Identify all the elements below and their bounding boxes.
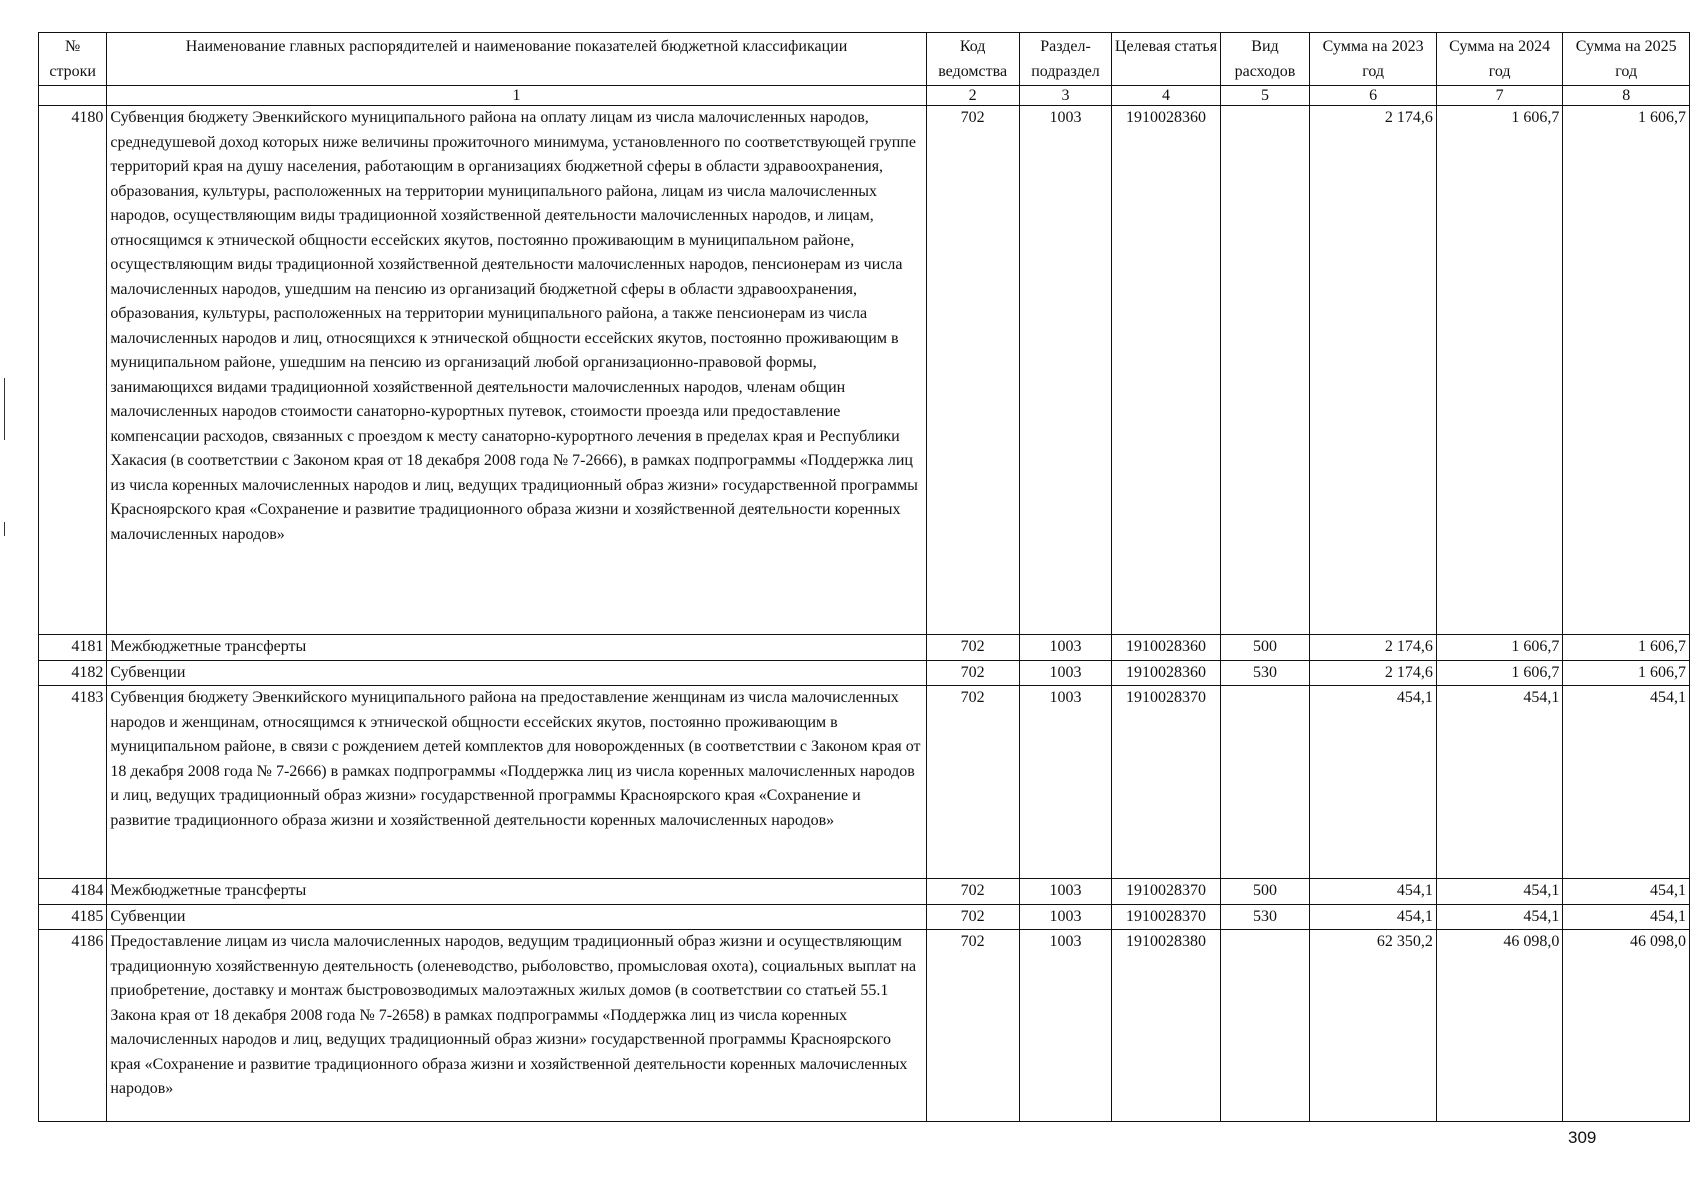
table-row — [39, 904, 1690, 930]
header-row-no: № строки — [39, 33, 107, 86]
header-sum-2025: Сумма на 2025 год — [1563, 33, 1690, 86]
row-dept-code: 702 — [926, 904, 1019, 930]
row-target-code: 1910028370 — [1112, 686, 1220, 879]
header-target: Целевая статья — [1112, 33, 1220, 86]
row-section-code: 1003 — [1019, 660, 1112, 686]
row-section-code: 1003 — [1019, 904, 1112, 930]
row-sum-2024: 1 606,7 — [1436, 635, 1563, 661]
row-name: Субвенция бюджету Эвенкийского муниципального района на оплату лицам из числа малочисленных народов, среднедушевой доход которых ниже величины прожиточного минимума, установленного по соответствующей группе территорий края на душу населения, работающим в организациях бюджетной сферы в области здравоохранения, образования, культуры, расположенных на территории муниципального района, лицам из числа малочисленных народов, осуществляющим виды традиционной хозяйственной деятельности малочисленных народов, и лицам, относящимся к этнической общности ессейских якутов, постоянно проживающим в муниципальном районе, осуществляющим виды традиционной хозяйственной деятельности малочисленных народов, пенсионерам из числа малочисленных народов, ушедшим на пенсию из организаций бюджетной сферы в области здравоохранения, образования, культуры, расположенных на территории муниципального района, а также пенсионерам из числа малочисленных народов и лиц, относящихся к этнической общности ессейских якутов, постоянно проживающим в муниципальном районе, ушедшим на пенсию из организаций любой организационно-правовой формы, занимающихся видами традиционной хозяйственной деятельности малочисленных народов, членам общин малочисленных народов стоимости санаторно-курортных путевок, стоимости проезда или предоставление компенсации расходов, связанных с проездом к месту санаторно-курортного лечения в пределах края и Республики Хакасия (в соответствии с Законом края от 18 декабря 2008 года № 7-2666), в рамках подпрограммы «Поддержка лиц из числа коренных малочисленных народов и лиц, ведущих традиционный образ жизни» государственной программы Красноярского края «Сохранение и развитие традиционного образа жизни и хозяйственной деятельности коренных малочисленных народов» — [107, 106, 926, 635]
row-name: Субвенция бюджету Эвенкийского муниципального района на предоставление женщинам из числа малочисленных народов и женщинам, относящимся к этнической общности ессейских якутов, постоянно проживающим в муниципальном районе, в связи с рождением детей комплектов для новорожденных (в соответствии с Законом края от 18 декабря 2008 года № 7-2666) в рамках подпрограммы «Поддержка лиц из числа коренных малочисленных народов и лиц, ведущих традиционный образ жизни» государственной программы Красноярского края «Сохранение и развитие традиционного образа жизни и хозяйственной деятельности коренных малочисленных народов» — [107, 686, 926, 879]
row-target-code: 1910028360 — [1112, 635, 1220, 661]
scan-mark — [4, 522, 5, 536]
row-dept-code: 702 — [926, 879, 1019, 905]
row-sum-2024: 454,1 — [1436, 904, 1563, 930]
row-number: 4180 — [39, 106, 107, 635]
table-row — [39, 660, 1690, 686]
row-expense-type: 530 — [1220, 660, 1310, 686]
header-row — [39, 33, 1690, 86]
column-number: 3 — [1019, 86, 1112, 106]
row-sum-2025: 454,1 — [1563, 904, 1690, 930]
row-sum-2023: 2 174,6 — [1310, 635, 1437, 661]
row-sum-2023: 2 174,6 — [1310, 106, 1437, 635]
row-sum-2024: 1 606,7 — [1436, 106, 1563, 635]
column-number: 6 — [1310, 86, 1437, 106]
row-name: Субвенции — [107, 904, 926, 930]
table-row — [39, 635, 1690, 661]
column-number: 1 — [107, 86, 926, 106]
row-section-code: 1003 — [1019, 635, 1112, 661]
row-name: Межбюджетные трансферты — [107, 635, 926, 661]
row-expense-type: 500 — [1220, 879, 1310, 905]
row-number: 4186 — [39, 930, 107, 1122]
row-sum-2024: 454,1 — [1436, 686, 1563, 879]
row-number: 4184 — [39, 879, 107, 905]
header-name: Наименование главных распорядителей и наименование показателей бюджетной классификации — [107, 33, 926, 86]
column-number: 4 — [1112, 86, 1220, 106]
row-sum-2025: 46 098,0 — [1563, 930, 1690, 1122]
table-row — [39, 930, 1690, 1122]
row-sum-2023: 454,1 — [1310, 904, 1437, 930]
row-target-code: 1910028370 — [1112, 879, 1220, 905]
row-name: Субвенции — [107, 660, 926, 686]
page-number: 309 — [1568, 1128, 1597, 1147]
row-sum-2025: 454,1 — [1563, 686, 1690, 879]
header-expense: Вид расходов — [1220, 33, 1310, 86]
row-sum-2023: 454,1 — [1310, 686, 1437, 879]
row-sum-2024: 46 098,0 — [1436, 930, 1563, 1122]
scan-mark — [4, 378, 5, 440]
row-sum-2024: 1 606,7 — [1436, 660, 1563, 686]
row-number: 4181 — [39, 635, 107, 661]
column-number-blank — [39, 86, 107, 106]
row-dept-code: 702 — [926, 106, 1019, 635]
row-sum-2024: 454,1 — [1436, 879, 1563, 905]
row-expense-type: 500 — [1220, 635, 1310, 661]
row-section-code: 1003 — [1019, 106, 1112, 635]
row-number: 4183 — [39, 686, 107, 879]
row-sum-2023: 2 174,6 — [1310, 660, 1437, 686]
budget-table — [38, 32, 1690, 1122]
row-sum-2023: 454,1 — [1310, 879, 1437, 905]
header-section: Раздел-подраздел — [1019, 33, 1112, 86]
row-dept-code: 702 — [926, 930, 1019, 1122]
column-number: 8 — [1563, 86, 1690, 106]
header-sum-2024: Сумма на 2024 год — [1436, 33, 1563, 86]
row-dept-code: 702 — [926, 660, 1019, 686]
row-sum-2023: 62 350,2 — [1310, 930, 1437, 1122]
column-number: 7 — [1436, 86, 1563, 106]
table-body — [39, 106, 1690, 1122]
row-section-code: 1003 — [1019, 930, 1112, 1122]
row-target-code: 1910028360 — [1112, 660, 1220, 686]
row-sum-2025: 454,1 — [1563, 879, 1690, 905]
row-sum-2025: 1 606,7 — [1563, 635, 1690, 661]
header-dept: Код ведомства — [926, 33, 1019, 86]
row-name: Межбюджетные трансферты — [107, 879, 926, 905]
row-target-code: 1910028370 — [1112, 904, 1220, 930]
column-number: 5 — [1220, 86, 1310, 106]
row-sum-2025: 1 606,7 — [1563, 106, 1690, 635]
table-row — [39, 106, 1690, 635]
row-number: 4185 — [39, 904, 107, 930]
row-sum-2025: 1 606,7 — [1563, 660, 1690, 686]
row-dept-code: 702 — [926, 635, 1019, 661]
row-expense-type — [1220, 686, 1310, 879]
row-section-code: 1003 — [1019, 879, 1112, 905]
row-target-code: 1910028380 — [1112, 930, 1220, 1122]
row-expense-type: 530 — [1220, 904, 1310, 930]
row-target-code: 1910028360 — [1112, 106, 1220, 635]
table-row — [39, 879, 1690, 905]
row-name: Предоставление лицам из числа малочисленных народов, ведущим традиционный образ жизни и осуществляющим традиционную хозяйственную деятельность (оленеводство, рыболовство, промысловая охота), социальных выплат на приобретение, доставку и монтаж быстровозводимых малоэтажных жилых домов (в соответствии со статьей 55.1 Закона края от 18 декабря 2008 года № 7-2658) в рамках подпрограммы «Поддержка лиц из числа коренных малочисленных народов и лиц, ведущих традиционный образ жизни» государственной программы Красноярского края «Сохранение и развитие традиционного образа жизни и хозяйственной деятельности коренных малочисленных народов» — [107, 930, 926, 1122]
row-expense-type — [1220, 930, 1310, 1122]
row-section-code: 1003 — [1019, 686, 1112, 879]
row-number: 4182 — [39, 660, 107, 686]
row-expense-type — [1220, 106, 1310, 635]
row-dept-code: 702 — [926, 686, 1019, 879]
column-numbers-row — [39, 86, 1690, 106]
table-row — [39, 686, 1690, 879]
column-number: 2 — [926, 86, 1019, 106]
header-sum-2023: Сумма на 2023 год — [1310, 33, 1437, 86]
